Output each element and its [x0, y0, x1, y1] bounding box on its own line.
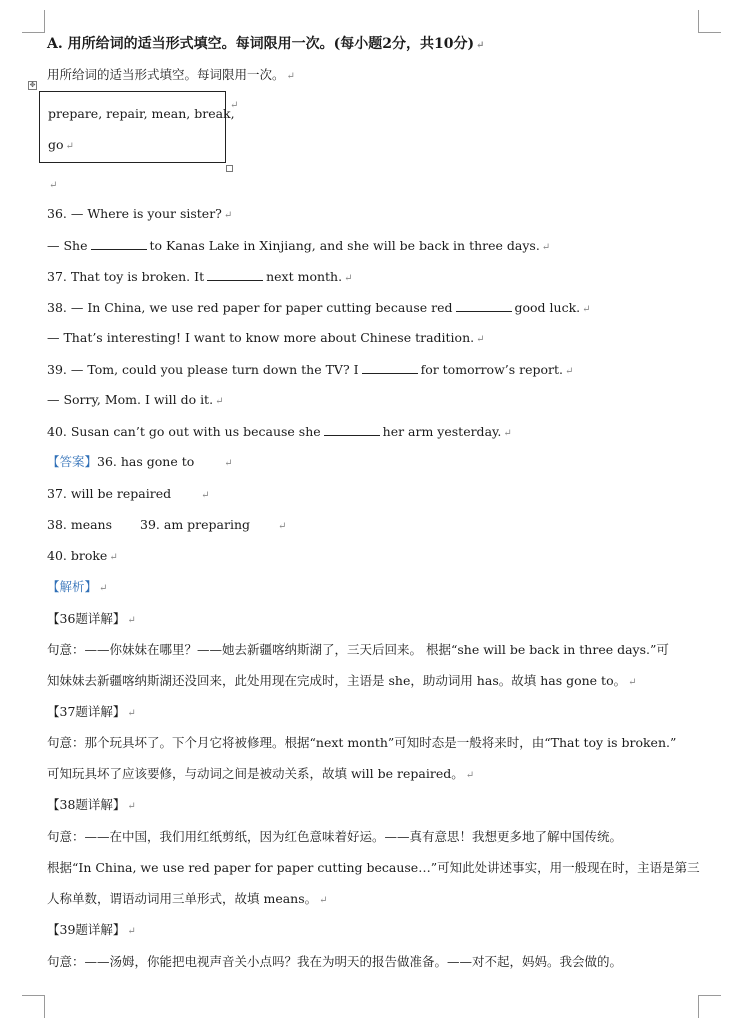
blank-40[interactable] — [324, 423, 380, 436]
question-40: 40. Susan can’t go out with us because she her arm yesterday. ↵ — [47, 424, 512, 439]
question-36-b: — She to Kanas Lake in Xinjiang, and she will be back in three days. ↵ — [47, 238, 551, 253]
analysis-37-heading: 【37题详解】 ↵ — [47, 704, 136, 719]
blank-39[interactable] — [362, 361, 418, 374]
analysis-36-text-1: 句意：——你妹妹在哪里？——她去新疆喀纳斯湖了，三天后回来。 根据“she will be back in three days.”可 — [47, 642, 669, 657]
page-corner-top-right — [698, 10, 721, 33]
analysis-38-text-3: 人称单数，谓语动词用三单形式，故填 means。 ↵ — [47, 891, 328, 906]
analysis-38-heading: 【38题详解】 ↵ — [47, 797, 136, 812]
answer-38-39: 38. means 39. am preparing ↵ — [47, 517, 287, 532]
word-box — [39, 91, 235, 163]
answer-40: 40. broke ↵ — [47, 548, 118, 563]
question-39-a: 39. — Tom, could you please turn down the TV? I for tomorrow’s report. ↵ — [47, 362, 574, 377]
page-corner-bottom-left — [22, 995, 45, 1018]
analysis-37-text-2: 可知玩具坏了应该要修，与动词之间是被动关系，故填 will be repaired。 ↵ — [47, 766, 475, 781]
page-corner-top-left — [22, 10, 45, 33]
answer-37: 37. will be repaired ↵ — [47, 486, 210, 501]
table-resize-handle[interactable] — [226, 165, 233, 172]
question-38-b: — That’s interesting! I want to know more about Chinese tradition. ↵ — [47, 330, 485, 345]
analysis-38-text-1: 句意：——在中国，我们用红纸剪纸，因为红色意味着好运。——真有意思！我想更多地了解中国传统。 — [47, 829, 623, 844]
analysis-37-text-1: 句意：那个玩具坏了。下个月它将被修理。根据“next month”可知时态是一般将来时，由“That toy is broken.” — [47, 735, 677, 750]
empty-paragraph: ↵ — [49, 180, 58, 191]
blank-38[interactable] — [456, 299, 512, 312]
question-36-a: 36. — Where is your sister? ↵ — [47, 206, 233, 221]
question-38-a: 38. — In China, we use red paper for paper cutting because red good luck. ↵ — [47, 300, 591, 315]
analysis-36-text-2: 知妹妹去新疆喀纳斯湖还没回来，此处用现在完成时，主语是 she，助动词用 has。故填 has gone to。 ↵ — [47, 673, 637, 688]
blank-37[interactable] — [207, 268, 263, 281]
paragraph-mark-icon: ↵ — [230, 100, 239, 111]
analysis-36-heading: 【36题详解】 ↵ — [47, 611, 136, 626]
analysis-label: 【解析】 ↵ — [47, 579, 108, 594]
analysis-39-text-1: 句意：——汤姆，你能把电视声音关小点吗？我在为明天的报告做准备。——对不起，妈妈。我会做的。 — [47, 954, 623, 969]
word-box-line-2: go ↵ — [48, 137, 74, 152]
question-39-b: — Sorry, Mom. I will do it. ↵ — [47, 392, 224, 407]
answer-36: 【答案】36. has gone to ↵ — [47, 454, 233, 469]
table-move-handle-icon[interactable]: ✥ — [29, 81, 36, 89]
analysis-39-heading: 【39题详解】 ↵ — [47, 922, 136, 937]
word-box-line-1: prepare, repair, mean, break, — [48, 106, 235, 121]
answer-label: 【答案】 — [47, 454, 98, 469]
question-37: 37. That toy is broken. It next month. ↵ — [47, 269, 353, 284]
instruction: 用所给词的适当形式填空。每词限用一次。 ↵ — [47, 67, 295, 82]
analysis-38-text-2: 根据“In China, we use red paper for paper cutting because…”可知此处讲述事实，用一般现在时，主语是第三 — [47, 860, 700, 875]
section-title: A. 用所给词的适当形式填空。每词限用一次。(每小题2分，共10分) ↵ — [47, 36, 485, 52]
page-corner-bottom-right — [698, 995, 721, 1018]
blank-36[interactable] — [91, 237, 147, 250]
